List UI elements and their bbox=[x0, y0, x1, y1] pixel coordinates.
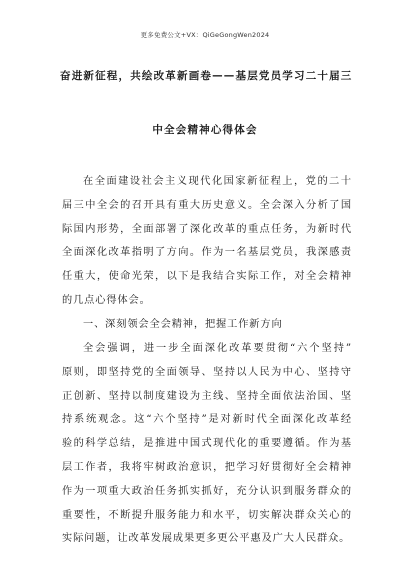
paragraph-line: 层工作者，我将牢树政治意识，把学习好贯彻好全会精神 bbox=[62, 461, 352, 473]
paragraph-line: 持系统观念。这“六个坚持”是对新时代全面深化改革经 bbox=[62, 414, 352, 426]
paragraph-line: 原则，即坚持党的全面领导、坚持以人民为中心、坚持守 bbox=[62, 366, 352, 378]
paragraph-line: 作为一项重大政治任务抓实抓好，充分认识到服务群众的 bbox=[62, 485, 352, 497]
paragraph-line: 正创新、坚持以制度建设为主线、坚持全面依法治国、坚 bbox=[62, 390, 352, 402]
paragraph-line: 的几点心得体会。 bbox=[62, 294, 151, 306]
paragraph-body bbox=[62, 337, 352, 551]
section-heading bbox=[62, 313, 352, 337]
paragraph-line: 际国内形势，全面部署了深化改革的重点任务，为新时代 bbox=[62, 223, 352, 235]
document-title-line-2: 中全会精神心得体会 bbox=[152, 124, 258, 136]
paragraph-intro bbox=[62, 170, 352, 313]
header-promo-note: 更多免费公文+VX：QiGeGongWen2024 bbox=[140, 31, 270, 39]
paragraph-line: 任重大，使命光荣，以下是我结合实际工作，对全会精神 bbox=[62, 271, 352, 283]
paragraph-line: 全面深化改革指明了方向。作为一名基层党员，我深感责 bbox=[62, 247, 352, 259]
document-title-line-1: 奋进新征程，共绘改革新画卷——基层党员学习二十届三 bbox=[60, 70, 353, 82]
paragraph-line: 届三中全会的召开具有重大历史意义。全会深入分析了国 bbox=[62, 199, 352, 211]
paragraph-line: 实际问题，让改革发展成果更多更公平惠及广大人民群众。 bbox=[62, 533, 351, 545]
paragraph-line: 在全面建设社会主义现代化国家新征程上，党的二十 bbox=[83, 176, 352, 187]
paragraph-line: 重要性，不断提升服务能力和水平，切实解决群众关心的 bbox=[62, 509, 352, 521]
section-heading-text: 一、深刻领会全会精神，把握工作新方向 bbox=[83, 319, 283, 330]
paragraph-line: 验的科学总结，是推进中国式现代化的重要遵循。作为基 bbox=[62, 438, 352, 450]
paragraph-line: 全会强调，进一步全面深化改革要贯彻“六个坚持” bbox=[83, 343, 352, 354]
